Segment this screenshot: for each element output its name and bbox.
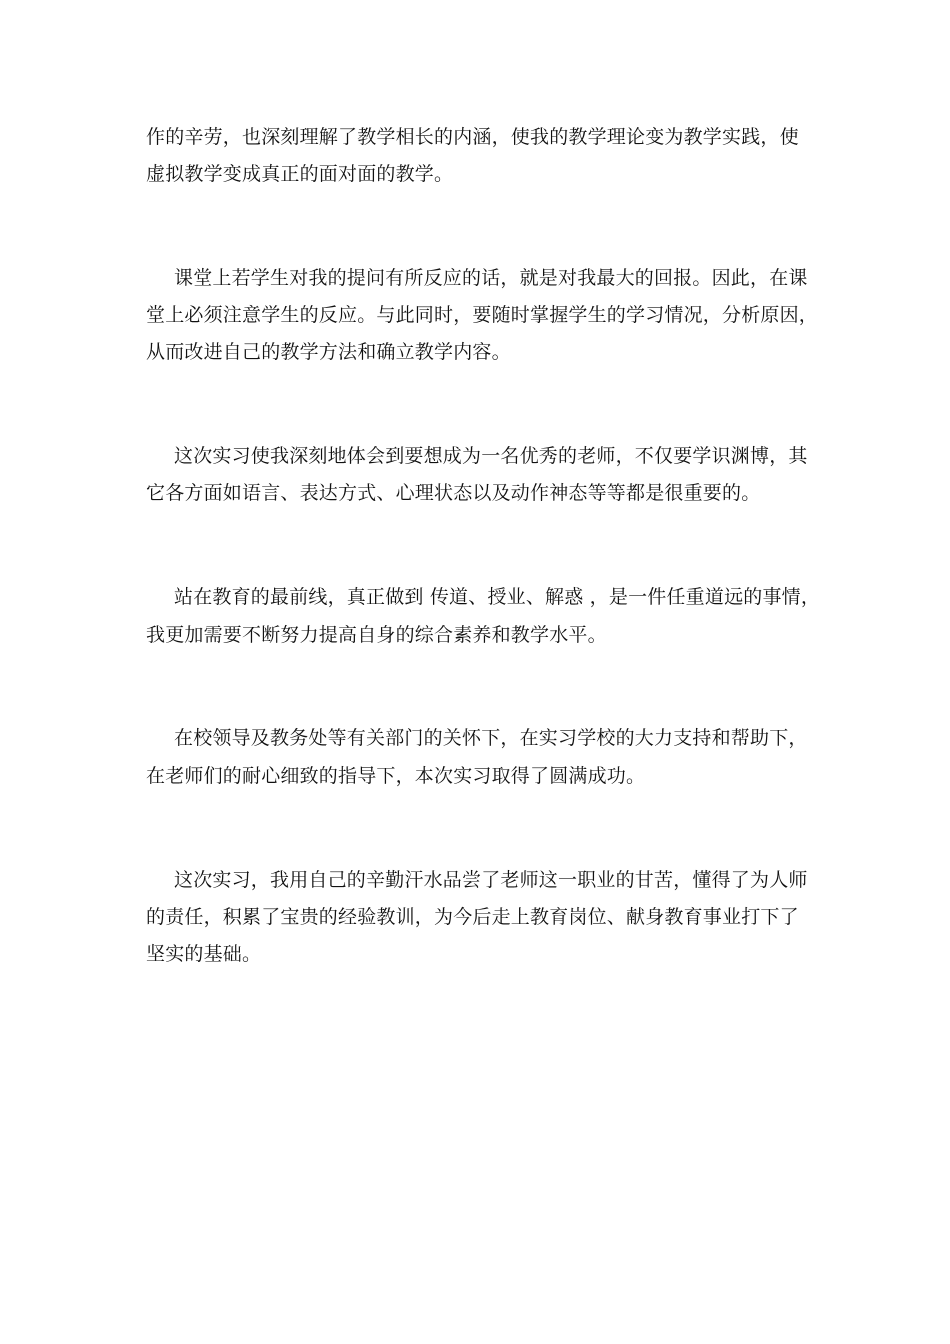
paragraph-line: 坚实的基础。 <box>146 943 262 965</box>
paragraph-line: 在校领导及教务处等有关部门的关怀下，在实习学校的大力支持和帮助下， <box>174 727 808 749</box>
paragraph-line: 在老师们的耐心细致的指导下，本次实习取得了圆满成功。 <box>146 765 646 787</box>
paragraph-line: 这次实习，我用自己的辛勤汗水品尝了老师这一职业的甘苦，懂得了为人师 <box>174 869 808 891</box>
paragraph-line: 虚拟教学变成真正的面对面的教学。 <box>146 163 454 185</box>
paragraph-line: 这次实习使我深刻地体会到要想成为一名优秀的老师，不仅要学识渊博，其 <box>174 445 808 467</box>
paragraph-line: 课堂上若学生对我的提问有所反应的话，就是对我最大的回报。因此，在课 <box>174 267 808 289</box>
paragraph-line: 从而改进自己的教学方法和确立教学内容。 <box>146 341 511 363</box>
paragraph-line: 的责任，积累了宝贵的经验教训，为今后走上教育岗位、献身教育事业打下了 <box>146 906 799 928</box>
paragraph-line: 站在教育的最前线，真正做到 传道、授业、解惑 ，是一件任重道远的事情， <box>174 586 821 608</box>
paragraph-line: 它各方面如语言、表达方式、心理状态以及动作神态等等都是很重要的。 <box>146 482 761 504</box>
paragraph-line: 堂上必须注意学生的反应。与此同时，要随时掌握学生的学习情况，分析原因， <box>146 304 819 326</box>
paragraph-line: 我更加需要不断努力提高自身的综合素养和教学水平。 <box>146 624 607 646</box>
paragraph-line: 作的辛劳，也深刻理解了教学相长的内涵，使我的教学理论变为教学实践，使 <box>146 126 799 148</box>
